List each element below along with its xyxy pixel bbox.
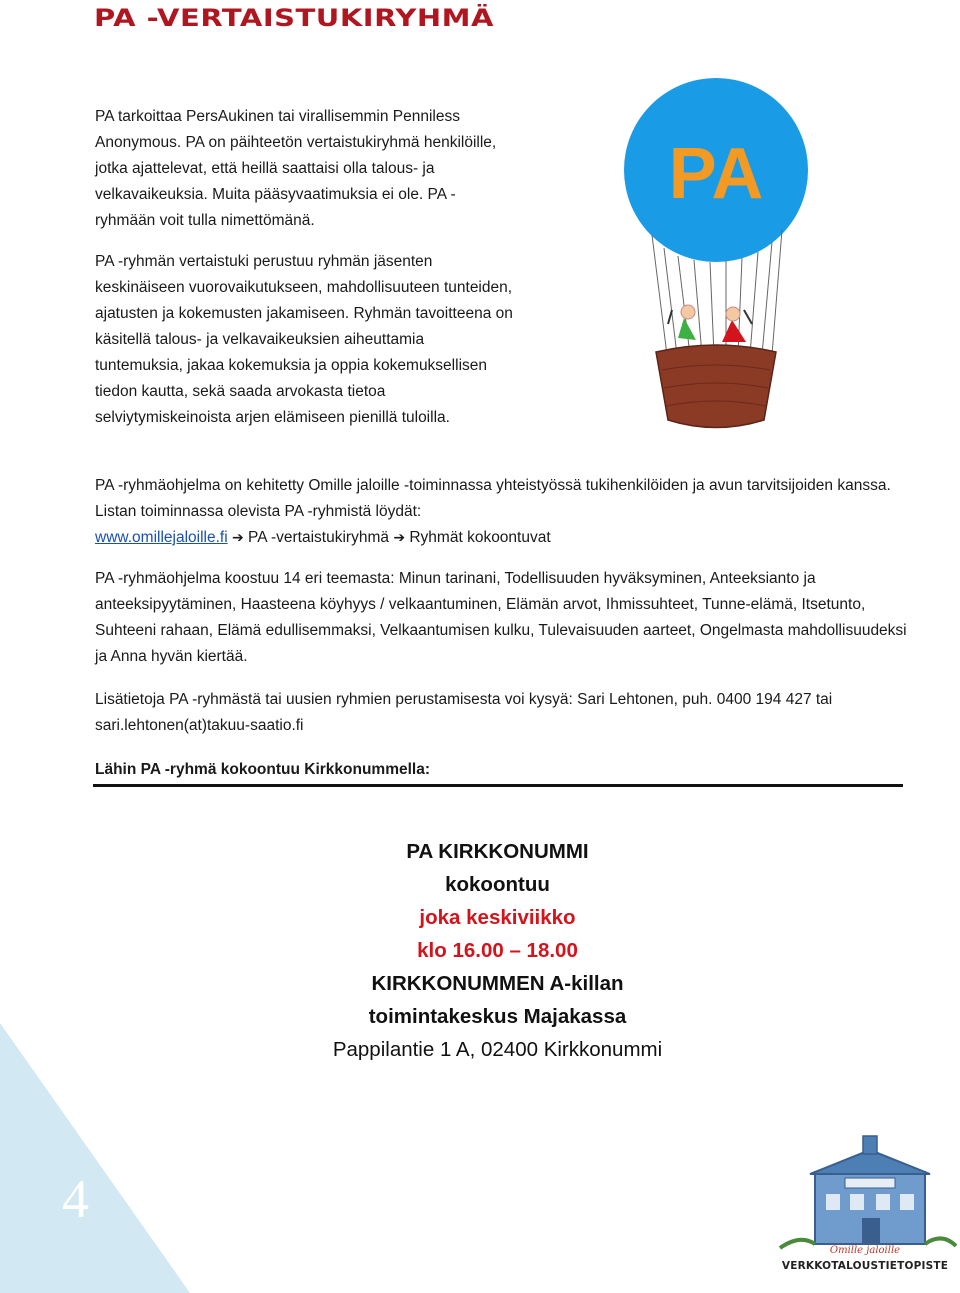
logo-script: Omille jaloille: [829, 1245, 901, 1256]
meeting-name: PA KIRKKONUMMI: [406, 840, 589, 863]
development-paragraph: [95, 473, 895, 551]
divider: [93, 784, 903, 787]
meeting-info: [200, 835, 795, 1066]
logo-text: VERKKOTALOUSTIETOPISTE: [781, 1260, 949, 1272]
balloon-label: PA: [668, 134, 764, 214]
meeting-time: klo 16.00 – 18.00: [417, 939, 578, 962]
pa-balloon-illustration: [612, 70, 812, 435]
intro-paragraph: PA tarkoittaa PersAukinen tai virallisemmin Penniless Anonymous. PA on päihteetön vertaistukiryhmä henkilöille, jotka ajattelevat, että heillä saattaisi olla talous- ja velkavaikeuksia. Muita pääsyvaatimuksia ei ole. PA -ryhmään voit tulla nimettömänä.: [95, 108, 497, 229]
page-number: 4: [62, 1169, 89, 1229]
crumb-meetings: Ryhmät kokoontuvat: [409, 529, 551, 546]
omille-jaloille-logo: [770, 1130, 960, 1272]
corner-decoration: [0, 1023, 190, 1293]
crumb-pa-group: PA -vertaistukiryhmä: [248, 529, 389, 546]
meeting-place: toimintakeskus Majakassa: [368, 1005, 627, 1028]
meeting-address: Pappilantie 1 A, 02400 Kirkkonummi: [332, 1038, 663, 1061]
development-text: PA -ryhmäohjelma on kehitetty Omille jaloille -toiminnassa yhteistyössä tukihenkilöiden ja avun tarvitsijoiden kanssa. Listan toiminnassa olevista PA -ryhmistä löydät:: [95, 477, 891, 520]
meeting-day: joka keskiviikko: [419, 906, 576, 929]
next-group-heading: Lähin PA -ryhmä kokoontuu Kirkkonummella:: [95, 761, 431, 778]
support-paragraph: PA -ryhmän vertaistuki perustuu ryhmän jäsenten keskinäiseen vuorovaikutukseen, mahdollisuuteen tunteiden, ajatusten ja kokemusten jakamiseen. Ryhmän tavoitteena on käsitellä talous- ja velkavaikeuksien aiheuttamia tuntemuksia, jakaa kokemuksia ja oppia kokemuksellisen tiedon kautta, sekä saada arvokasta tietoa selviytymiskeinoista arjen elämiseen pienillä tuloilla.: [95, 253, 513, 426]
page-title: PA -VERTAISTUKIRYHMÄ: [94, 4, 494, 32]
arrow-right-icon: ➔: [231, 530, 244, 546]
arrow-right-icon: ➔: [393, 530, 406, 546]
meeting-venue: KIRKKONUMMEN A-killan: [371, 972, 624, 995]
meeting-verb: kokoontuu: [445, 873, 550, 896]
omillejaloille-link[interactable]: www.omillejaloille.fi: [95, 529, 228, 546]
contact-paragraph: Lisätietoja PA -ryhmästä tai uusien ryhmien perustamisesta voi kysyä: Sari Lehtonen, puh. 0400 194 427 tai sari.lehtonen(at)takuu-saatio.fi: [95, 691, 833, 734]
themes-paragraph: PA -ryhmäohjelma koostuu 14 eri teemasta: Minun tarinani, Todellisuuden hyväksyminen, Anteeksianto ja anteeksipyytäminen, Haasteena köyhyys / velkaantuminen, Elämän arvot, Ihmissuhteet, Tunne-elämä, Itsetunto, Suhteeni rahaan, Elämä edullisemmaksi, Velkaantumisen kulku, Tulevaisuuden aarteet, Ongelmasta mahdollisuudeksi ja Anna hyvän kiertää.: [95, 570, 907, 665]
